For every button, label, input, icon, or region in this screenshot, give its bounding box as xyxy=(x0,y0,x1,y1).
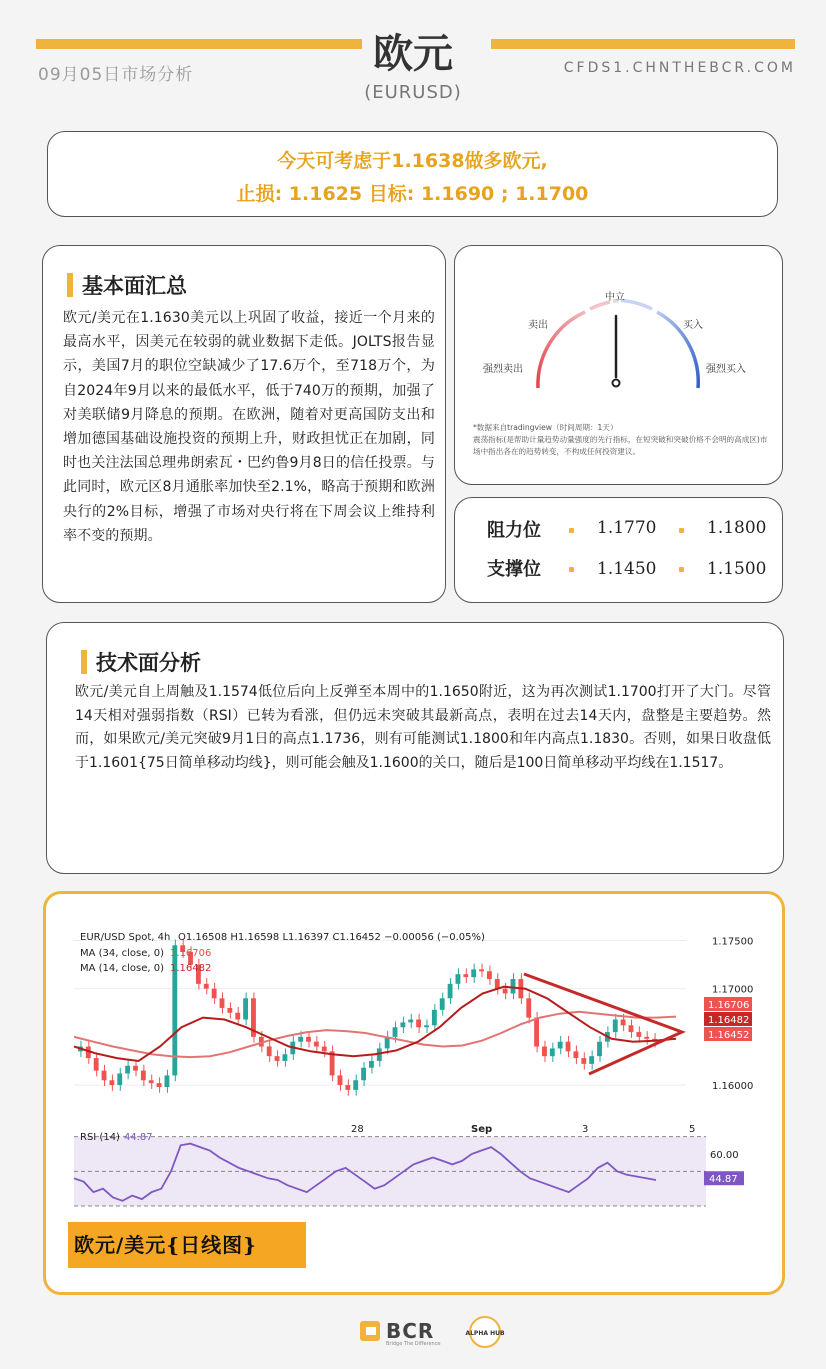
fundamentals-card xyxy=(42,245,446,603)
candle-body xyxy=(361,1068,366,1081)
ohlc-legend-title: EUR/USD Spot, 4h xyxy=(80,932,171,943)
candle-body xyxy=(408,1020,413,1023)
fundamentals-title: 基本面汇总 xyxy=(82,274,187,298)
candle-body xyxy=(613,1020,618,1033)
price-label-text: 1.16452 xyxy=(708,1030,750,1041)
fundamentals-text: 欧元/美元在1.1630美元以上巩固了收益，接近一个月来的最高水平，因美元在较弱的就业数据下走低。JOLTS报告显示，美国7月的职位空缺减少了17.6万个，至718万个，为自2024年9月以来的最低水平，低于740万的预期，加强了对美联储9月降息的预期。在欧洲，随着对更高国防支出和增加德国基础设施投资的预期上升，财政担忧正在加剧，同时也关注法国总理弗朗索瓦・巴约鲁9月8日的信任投票。与此同时，欧元区8月通胀率加快至2.1%，略高于预期和欧洲央行的2%目标，增强了市场对央行将在下周会议上维持利率不变的预期。 xyxy=(63,310,435,544)
candle-body xyxy=(282,1054,287,1061)
candle-body xyxy=(456,974,461,984)
bullet-dot xyxy=(569,567,574,572)
price-label-text: 1.16706 xyxy=(708,1000,750,1011)
candle-body xyxy=(526,998,531,1017)
gauge-arc-buy xyxy=(621,301,652,310)
candle-body xyxy=(629,1025,634,1032)
y-tick-label: 1.17500 xyxy=(712,936,754,948)
support-label: 支撑位 xyxy=(487,559,541,580)
candle-body xyxy=(644,1037,649,1039)
candle-body xyxy=(338,1075,343,1085)
candle-body xyxy=(503,989,508,994)
resistance-row xyxy=(455,516,784,546)
support-row xyxy=(455,555,784,585)
candle-body xyxy=(141,1071,146,1081)
candle-body xyxy=(424,1025,429,1027)
report-date: 09月05日市场分析 xyxy=(38,65,194,85)
gauge-label-buy: 买入 xyxy=(683,320,703,331)
candle-body xyxy=(133,1066,138,1071)
ma14-legend: MA (14, close, 0) xyxy=(80,963,165,974)
sentiment-gauge-card xyxy=(454,245,783,485)
candle-body xyxy=(589,1056,594,1064)
y-tick-label: 1.17000 xyxy=(712,984,754,996)
resistance-level-2: 1.1800 xyxy=(707,518,767,538)
technical-text: 欧元/美元自上周触及1.1574低位后向上反弹至本周中的1.1650附近，这为再次测试1.1700打开了大门。尽管14天相对强弱指数（RSI）已转为看涨，但仍远未突破其最新高点，表明在过去14天内，盘整是主要趋势。然而，如果欧元/美元突破9月1日的高点1.1736，则有可能测试1.1800和年内高点1.1830。否则，如果日收盘低于1.1601{75日简单移动均线}，则可能会触及1.1600的关口，随后是100日简单移动平均线在1.1517。 xyxy=(75,684,771,771)
candle-body xyxy=(275,1056,280,1061)
heading-marker xyxy=(81,650,87,674)
support-level-1: 1.1450 xyxy=(597,559,657,579)
technical-title: 技术面分析 xyxy=(96,651,201,675)
candle-body xyxy=(416,1020,421,1028)
candle-body xyxy=(566,1042,571,1052)
gauge-pivot xyxy=(613,380,620,387)
resistance-label: 阻力位 xyxy=(487,520,541,541)
candle-body xyxy=(400,1022,405,1027)
rsi-value-text: 44.87 xyxy=(709,1174,738,1186)
gauge-label-strong-sell: 强烈卖出 xyxy=(483,364,523,375)
gauge-dial xyxy=(455,246,784,421)
page-title: 欧元 xyxy=(373,31,453,77)
candle-body xyxy=(621,1020,626,1026)
candle-body xyxy=(558,1042,563,1049)
candle-body xyxy=(636,1032,641,1037)
candle-body xyxy=(573,1051,578,1058)
price-chart-card xyxy=(43,891,785,1295)
candle-body xyxy=(550,1048,555,1056)
bullet-dot xyxy=(679,567,684,572)
ma34-legend-value: 1.16706 xyxy=(170,948,212,959)
candle-body xyxy=(220,998,225,1008)
candle-body xyxy=(165,1075,170,1087)
candle-body xyxy=(157,1083,162,1087)
candle-body xyxy=(102,1071,107,1081)
candle-body xyxy=(471,969,476,977)
candle-body xyxy=(511,979,516,993)
bullet-dot xyxy=(679,528,684,533)
candle-body xyxy=(597,1042,602,1056)
ma14-legend-value: 1.16482 xyxy=(170,963,212,974)
technical-analysis-card xyxy=(46,622,784,874)
page-subtitle: (EURUSD) xyxy=(364,82,462,103)
x-tick-label: 28 xyxy=(351,1124,364,1135)
candle-body xyxy=(306,1037,311,1042)
candle-body xyxy=(369,1061,374,1068)
candle-body xyxy=(212,989,217,999)
candle-body xyxy=(314,1042,319,1047)
candle-body xyxy=(440,998,445,1010)
fundamentals-heading xyxy=(67,270,187,300)
candle-body xyxy=(243,998,248,1019)
rsi-legend-value: 44.87 xyxy=(124,1132,153,1143)
candle-body xyxy=(432,1010,437,1025)
gauge-label-sell: 卖出 xyxy=(528,320,548,331)
site-url[interactable]: CFDS1.CHNTHEBCR.COM xyxy=(563,60,796,76)
support-level-2: 1.1500 xyxy=(707,559,767,579)
ohlc-legend-values: O1.16508 H1.16598 L1.16397 C1.16452 −0.00056 (−0.05%) xyxy=(178,932,485,943)
candle-body xyxy=(495,979,500,989)
candle-body xyxy=(109,1080,114,1085)
x-tick-label: 3 xyxy=(582,1124,589,1135)
alpha-hub-text: ALPHA HUB xyxy=(465,1330,505,1337)
technical-heading xyxy=(81,647,201,677)
candle-body xyxy=(345,1085,350,1090)
price-label-text: 1.16482 xyxy=(708,1015,750,1026)
x-tick-label: Sep xyxy=(471,1124,493,1135)
heading-marker xyxy=(67,273,73,297)
alpha-hub-badge xyxy=(465,1315,505,1349)
gauge-disclaimer: *数据来自tradingview（时间周期：1天） 震荡指标(是帮助计量趋势动量强度的先行指标，在短突破和突破价格不会明的高成区)市场中指出各在的趋势转变，不构成任何投资建议。 xyxy=(473,423,768,456)
candle-body xyxy=(149,1080,154,1083)
candle-body xyxy=(479,969,484,971)
candle-body xyxy=(227,1008,232,1013)
recommendation-line-1: 今天可考虑于1.1638做多欧元, xyxy=(277,150,548,172)
ma34-line xyxy=(74,1012,676,1057)
candle-body xyxy=(542,1047,547,1057)
brand-name: BCR xyxy=(386,1319,435,1343)
candle-body xyxy=(94,1058,99,1071)
bcr-logo-icon xyxy=(358,1319,384,1345)
gauge-arc-sell xyxy=(590,302,610,309)
candle-body xyxy=(581,1058,586,1064)
rsi-tick-label: 60.00 xyxy=(710,1150,739,1161)
candle-body xyxy=(448,984,453,998)
x-tick-label: 5 xyxy=(689,1124,696,1135)
candle-body xyxy=(353,1080,358,1090)
trade-recommendation-card xyxy=(47,131,778,217)
chart-caption: 欧元/美元{日线图} xyxy=(68,1222,306,1268)
candle-body xyxy=(298,1037,303,1042)
y-tick-label: 1.16000 xyxy=(712,1081,754,1093)
candle-body xyxy=(463,974,468,977)
gauge-label-strong-buy: 强烈买入 xyxy=(706,364,746,375)
candle-body xyxy=(235,1013,240,1020)
candle-body xyxy=(393,1027,398,1037)
candle-body xyxy=(117,1074,122,1086)
bcr-logo xyxy=(356,1313,506,1353)
candle-body xyxy=(487,971,492,979)
ma34-legend: MA (34, close, 0) xyxy=(80,948,165,959)
key-levels-card xyxy=(454,497,783,603)
gauge-label-neutral: 中立 xyxy=(605,292,625,303)
recommendation-line-2: 止损: 1.1625 目标: 1.1690 ; 1.1700 xyxy=(236,183,589,205)
rsi-legend: RSI (14) xyxy=(80,1132,120,1143)
candle-body xyxy=(125,1066,130,1074)
candle-body xyxy=(534,1018,539,1047)
candle-body xyxy=(204,984,209,989)
candle-body xyxy=(322,1047,327,1052)
brand-tagline: Bridge The Difference xyxy=(386,1341,441,1347)
resistance-level-1: 1.1770 xyxy=(597,518,657,538)
candle-body xyxy=(267,1047,272,1057)
bullet-dot xyxy=(569,528,574,533)
